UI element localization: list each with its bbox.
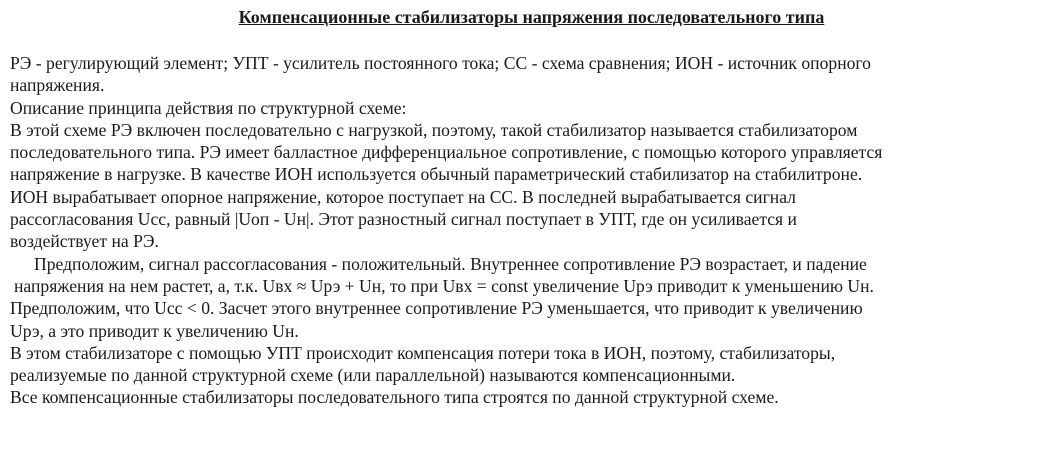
- text-line: РЭ - регулирующий элемент; УПТ - усилитель постоянного тока; СС - схема сравнения; ИОН - источник опорного: [10, 53, 871, 73]
- text-line: Все компенсационные стабилизаторы последовательного типа строятся по данной структурной схеме.: [10, 387, 779, 408]
- text-line: рассогласования Uсс, равный |Uоп - Uн|. Этот разностный сигнал поступает в УПТ, где он усиливается и: [10, 209, 797, 230]
- document-body: [10, 52, 1047, 409]
- text-line: напряжение в нагрузке. В качестве ИОН используется обычный параметрический стабилизатор на стабилитроне.: [10, 164, 863, 185]
- text-line: Uрэ, а это приводит к увеличению Uн.: [10, 320, 299, 341]
- text-line: Предположим, сигнал рассогласования - положительный. Внутреннее сопротивление РЭ возрастает, и падение: [34, 253, 867, 274]
- text-line: напряжения.: [10, 75, 105, 96]
- text-line: Предположим, что Uсс < 0. Засчет этого внутреннее сопротивление РЭ уменьшается, что приводит к увеличению: [10, 298, 863, 319]
- text-line: В этом стабилизаторе с помощью УПТ происходит компенсация потери тока в ИОН, поэтому, стабилизаторы,: [10, 342, 836, 363]
- document-title: Компенсационные стабилизаторы напряжения последовательного типа: [238, 7, 825, 27]
- text-line: последовательного типа. РЭ имеет балластное дифференциальное сопротивление, с помощью которого управляется: [10, 142, 883, 163]
- text-line: реализуемые по данной структурной схеме (или параллельной) называются компенсационными.: [10, 365, 736, 386]
- text-line: воздействует на РЭ.: [10, 231, 159, 252]
- text-line: Описание принципа действия по структурной схеме:: [10, 97, 407, 118]
- text-line: ИОН вырабатывает опорное напряжение, которое поступает на СС. В последней вырабатывается сигнал: [10, 186, 796, 207]
- text-line: напряжения на нем растет, а, т.к. Uвх ≈ Uрэ + Uн, то при Uвх = const увеличение Uрэ приводит к уменьшению Uн.: [14, 275, 874, 296]
- text-line: В этой схеме РЭ включен последовательно с нагрузкой, поэтому, такой стабилизатор называется стабилизатором: [10, 119, 858, 140]
